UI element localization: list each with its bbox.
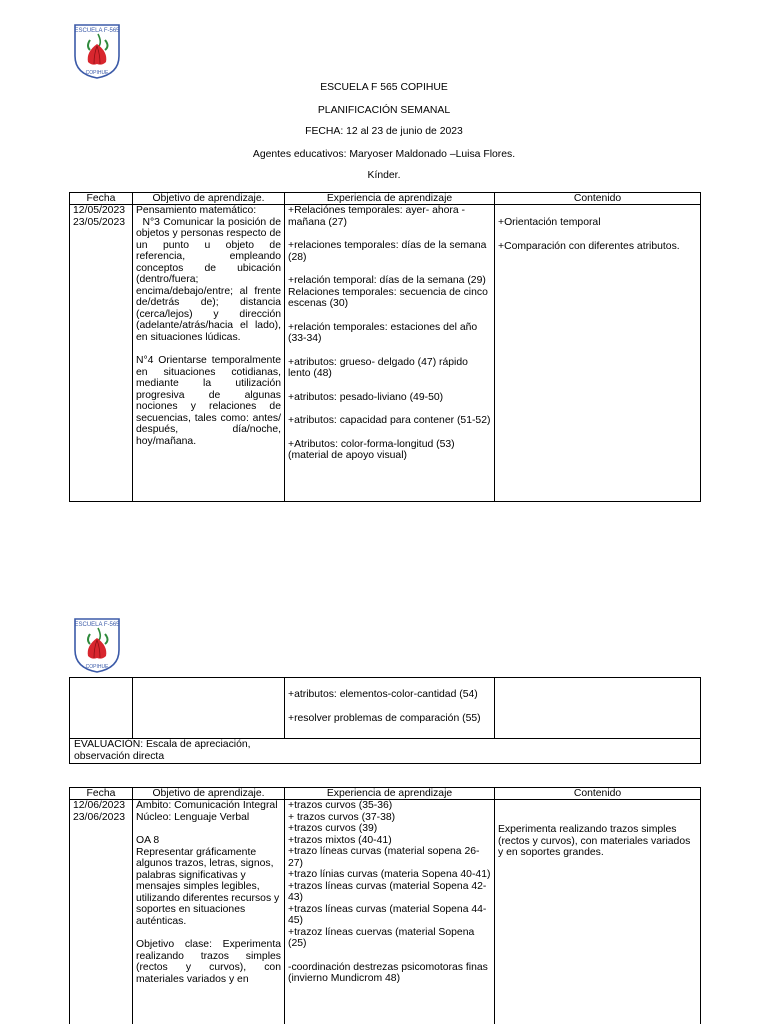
- col-contenido: Contenido: [495, 788, 701, 800]
- logo-flower-text: COPIHUE: [85, 70, 109, 76]
- experience-cell: [285, 205, 495, 502]
- start-date: 12/06/2023: [73, 800, 126, 811]
- col-contenido: Contenido: [495, 193, 701, 205]
- col-objetivo: Objetivo de aprendizaje.: [133, 788, 285, 800]
- content-item: +Comparación con diferentes atributos.: [498, 240, 680, 252]
- copihue-flower-icon: [72, 22, 122, 80]
- experience-item: +trazos líneas curvas (material Sopena 44-45): [288, 903, 487, 926]
- col-experiencia: Experiencia de aprendizaje: [285, 788, 495, 800]
- evaluation-cell: [70, 739, 701, 764]
- experience-item: +relación temporal: días de la semana (29): [288, 275, 486, 286]
- experience-item: +trazos mixtos (40-41): [288, 834, 392, 846]
- experience-cell: [285, 800, 495, 1024]
- content-cell: [495, 205, 701, 502]
- objective-nucleus: Núcleo: Lenguaje Verbal: [136, 811, 250, 823]
- experience-item: +Relaciónes temporales: ayer- ahora - mañana (27): [288, 205, 466, 228]
- experience-item: +Atributos: color-forma-longitud (53) (material de apoyo visual): [288, 438, 455, 461]
- plan-table-2: [69, 677, 701, 764]
- col-experiencia: Experiencia de aprendizaje: [285, 193, 495, 205]
- col-objetivo: Objetivo de aprendizaje.: [133, 193, 285, 205]
- evaluation-text: EVALUACIÓN: Escala de apreciación, observación directa: [74, 739, 251, 762]
- school-logo: [72, 22, 122, 80]
- experience-item: +trazos curvos (35-36): [288, 800, 393, 811]
- level-label: Kínder.: [367, 170, 401, 181]
- objective-cell: [133, 678, 285, 739]
- table-header-row: [70, 193, 701, 205]
- experience-item: -coordinación destrezas psicomotoras finas (invierno Mundicrom 48): [288, 961, 488, 984]
- logo-flower-text: COPIHUE: [85, 664, 109, 670]
- page-title: PLANIFICACIÓN SEMANAL: [317, 105, 451, 116]
- experience-item: +trazos líneas curvas (material Sopena 42-43): [288, 880, 487, 903]
- date-cell: [70, 205, 133, 502]
- start-date: 12/05/2023: [73, 205, 126, 216]
- experience-item: + trazos curvos (37-38): [288, 811, 396, 823]
- plan-table-3: [69, 787, 701, 1024]
- content-item: +Orientación temporal: [498, 217, 601, 228]
- experience-item: +atributos: grueso- delgado (47) rápido lento (48): [288, 356, 468, 379]
- school-name: ESCUELA F 565 COPIHUE: [320, 82, 448, 93]
- experience-item: +trazo líneas curvas (material sopena 26-27): [288, 846, 480, 869]
- experience-cell: [285, 678, 495, 739]
- objective-oa-text: Representar gráficamente algunos trazos, letras, signos, palabras significativas y mensajes simples legibles, utilizando diferentes recursos y soportes en situaciones auténticas.: [136, 846, 280, 927]
- objective-cell: [133, 800, 285, 1024]
- table-row: [70, 205, 701, 502]
- experience-item: +atributos: pesado-liviano (49-50): [288, 391, 444, 403]
- logo-school-text: ESCUELA F-565: [74, 28, 120, 34]
- date-range: FECHA: 12 al 23 de junio de 2023: [305, 126, 463, 137]
- experience-item: +trazo línias curvas (materia Sopena 40-41): [288, 869, 491, 880]
- experience-item: +trazoz líneas cuervas (material Sopena (25): [288, 926, 475, 949]
- copihue-flower-icon: [72, 616, 122, 674]
- logo-school-text: ESCUELA F-565: [74, 622, 120, 628]
- experience-item: +atributos: capacidad para contener (51-52): [288, 415, 491, 426]
- col-fecha: Fecha: [70, 788, 133, 800]
- educational-agents: Agentes educativos: Maryoser Maldonado –Luisa Flores.: [252, 149, 516, 160]
- objective-cell: [133, 205, 285, 502]
- content-cell: [495, 800, 701, 1024]
- objective-n3: N°3 Comunicar la posición de objetos y personas respecto de un punto u objeto de referencia, empleando conceptos de ubicación (dentro/fuera; encima/debajo/entre; al frente de/detrás de); distancia (cerca/lejos) y dirección (adelante/atrás/hacia el lado), en situaciones lúdicas.: [136, 216, 284, 343]
- school-logo: [72, 616, 122, 674]
- experience-item: +atributos: elementos-color-cantidad (54): [288, 689, 478, 700]
- objective-class: Objetivo clase: Experimenta realizando trazos simples (rectos y curvos), con materiales variados y en: [136, 939, 281, 985]
- end-date: 23/05/2023: [73, 216, 126, 228]
- evaluation-row: [70, 739, 701, 764]
- date-cell: [70, 800, 133, 1024]
- content-item: Experimenta realizando trazos simples (rectos y curvos), con materiales variados y en soportes grandes.: [498, 824, 691, 858]
- experience-item: +trazos curvos (39): [288, 823, 378, 834]
- table-row: [70, 678, 701, 739]
- table-row: [70, 800, 701, 1024]
- experience-item: Relaciones temporales: secuencia de cinco escenas (30): [288, 286, 488, 309]
- objective-n4: N°4 Orientarse temporalmente en situaciones cotidianas, mediante la utilización progresiva de algunas nociones y relaciones de secuencias, tales como: antes/ después, día/noche, hoy/mañana.: [136, 355, 281, 447]
- table-header-row: [70, 788, 701, 800]
- end-date: 23/06/2023: [73, 811, 126, 823]
- plan-table-1: [69, 192, 701, 502]
- experience-item: +relaciones temporales: días de la semana (28): [288, 240, 487, 263]
- col-fecha: Fecha: [70, 193, 133, 205]
- date-cell: [70, 678, 133, 739]
- objective-area: Ámbito: Comunicación Integral: [136, 800, 278, 811]
- objective-oa: OA 8: [136, 835, 160, 846]
- content-cell: [495, 678, 701, 739]
- objective-area: Pensamiento matemático:: [136, 205, 257, 216]
- experience-item: +resolver problemas de comparación (55): [288, 712, 481, 724]
- experience-item: +relación temporales: estaciones del año (33-34): [288, 321, 478, 344]
